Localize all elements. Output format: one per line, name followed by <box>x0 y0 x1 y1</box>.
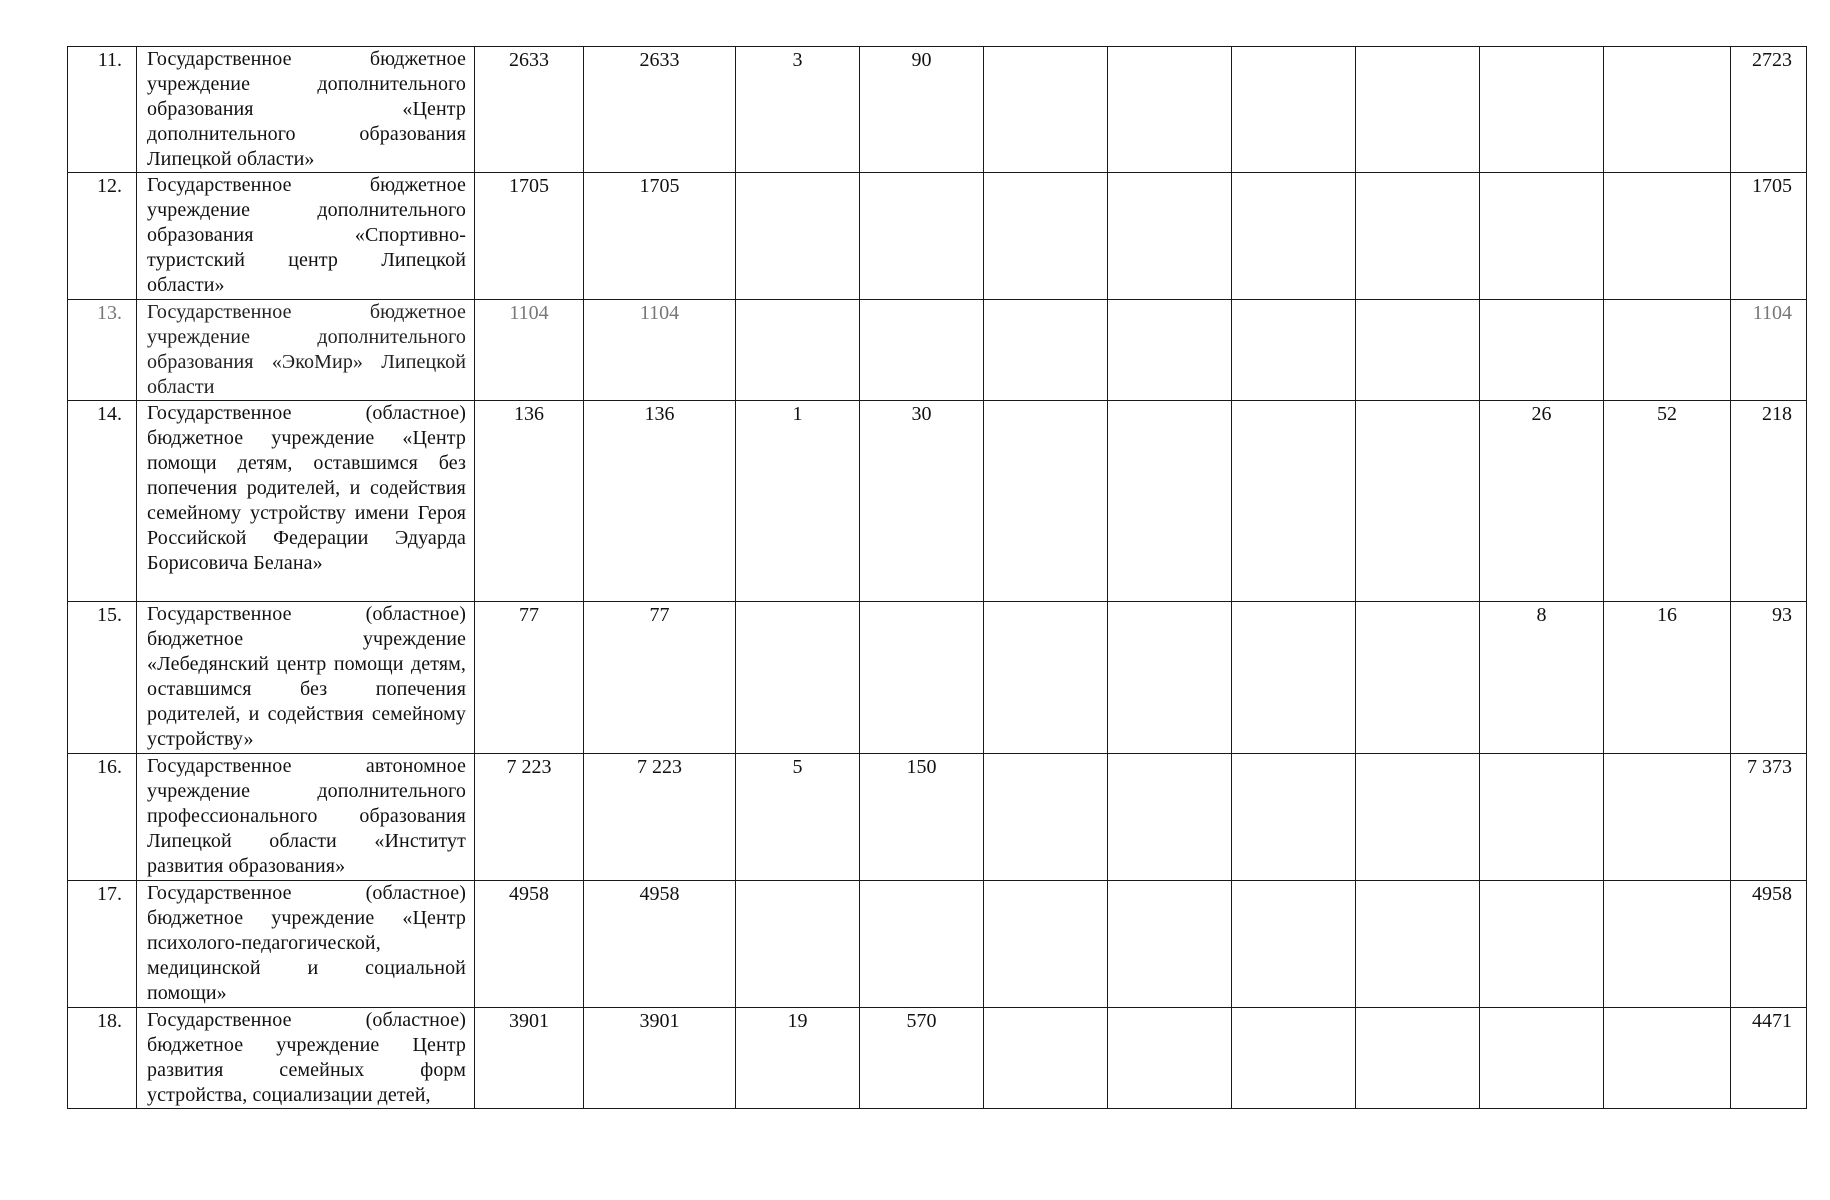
value-cell-col-9 <box>1480 1008 1604 1109</box>
institution-name-text: Государственное бюджетное учреждение дополнительного образования «Спортивно-туристский центр Липецкой области» <box>147 174 466 296</box>
value-cell-col-5 <box>984 47 1108 173</box>
total-cell: 1104 <box>1731 300 1807 401</box>
value-cell-col-8 <box>1356 602 1480 754</box>
value-cell-col-6 <box>1108 602 1232 754</box>
value-cell-col-7 <box>1232 47 1356 173</box>
value-cell-col-4 <box>860 173 984 300</box>
value-cell-col-5 <box>984 401 1108 602</box>
value-cell-col-4 <box>860 881 984 1008</box>
table-row <box>68 881 1807 1008</box>
row-index: 18. <box>68 1008 137 1109</box>
value-cell-col-9 <box>1480 881 1604 1008</box>
institution-name <box>137 602 475 754</box>
value-cell-col-3: 5 <box>736 754 860 881</box>
value-cell-col-3 <box>736 173 860 300</box>
table-row <box>68 754 1807 881</box>
value-cell-col-5 <box>984 173 1108 300</box>
value-cell-col-6 <box>1108 754 1232 881</box>
institution-name-text: Государственное (областное) бюджетное учреждение «Лебедянский центр помощи детям, оставшимся без попечения родителей, и содействия семейному устройству» <box>147 603 466 750</box>
value-cell-col-8 <box>1356 881 1480 1008</box>
value-cell-col-3: 3 <box>736 47 860 173</box>
data-table <box>67 46 1807 1109</box>
value-cell-col-3 <box>736 300 860 401</box>
row-index: 12. <box>68 173 137 300</box>
value-cell-col-6 <box>1108 173 1232 300</box>
row-index: 13. <box>68 300 137 401</box>
institution-name-text: Государственное (областное) бюджетное учреждение «Центр психолого-педагогической, медицинской и социальной помощи» <box>147 882 466 1004</box>
table-row <box>68 173 1807 300</box>
value-cell-col-9: 8 <box>1480 602 1604 754</box>
value-cell-col-9 <box>1480 754 1604 881</box>
value-cell-col-6 <box>1108 47 1232 173</box>
value-cell-col-3: 19 <box>736 1008 860 1109</box>
value-cell-col-1: 136 <box>475 401 584 602</box>
value-cell-col-4: 90 <box>860 47 984 173</box>
institution-name-text: Государственное (областное) бюджетное учреждение Центр развития семейных форм устройства, социализации детей, <box>147 1009 466 1106</box>
value-cell-col-10 <box>1604 173 1731 300</box>
total-cell: 218 <box>1731 401 1807 602</box>
value-cell-col-2: 136 <box>584 401 736 602</box>
value-cell-col-4 <box>860 300 984 401</box>
value-cell-col-2: 1705 <box>584 173 736 300</box>
value-cell-col-5 <box>984 754 1108 881</box>
value-cell-col-8 <box>1356 47 1480 173</box>
table-row <box>68 1008 1807 1109</box>
total-cell: 2723 <box>1731 47 1807 173</box>
row-index: 15. <box>68 602 137 754</box>
value-cell-col-2: 4958 <box>584 881 736 1008</box>
value-cell-col-3: 1 <box>736 401 860 602</box>
row-index: 14. <box>68 401 137 602</box>
value-cell-col-1: 2633 <box>475 47 584 173</box>
value-cell-col-3 <box>736 881 860 1008</box>
value-cell-col-1: 7 223 <box>475 754 584 881</box>
value-cell-col-1: 1705 <box>475 173 584 300</box>
value-cell-col-4: 570 <box>860 1008 984 1109</box>
value-cell-col-4 <box>860 602 984 754</box>
value-cell-col-8 <box>1356 173 1480 300</box>
table-body <box>68 47 1807 1109</box>
institution-name <box>137 881 475 1008</box>
value-cell-col-9 <box>1480 47 1604 173</box>
value-cell-col-7 <box>1232 300 1356 401</box>
value-cell-col-2: 77 <box>584 602 736 754</box>
value-cell-col-2: 3901 <box>584 1008 736 1109</box>
value-cell-col-7 <box>1232 602 1356 754</box>
row-index: 16. <box>68 754 137 881</box>
value-cell-col-9 <box>1480 173 1604 300</box>
value-cell-col-1: 3901 <box>475 1008 584 1109</box>
institution-name <box>137 47 475 173</box>
value-cell-col-10: 16 <box>1604 602 1731 754</box>
value-cell-col-8 <box>1356 401 1480 602</box>
value-cell-col-10 <box>1604 1008 1731 1109</box>
institution-name-text: Государственное (областное) бюджетное учреждение «Центр помощи детям, оставшимся без попечения родителей, и содействия семейному устройству имени Героя Российской Федерации Эдуарда Борисовича Белана» <box>147 402 466 574</box>
value-cell-col-5 <box>984 602 1108 754</box>
institution-name-text: Государственное автономное учреждение дополнительного профессионального образования Липецкой области «Институт развития образования» <box>147 755 466 877</box>
value-cell-col-1: 4958 <box>475 881 584 1008</box>
value-cell-col-1: 77 <box>475 602 584 754</box>
value-cell-col-8 <box>1356 1008 1480 1109</box>
row-index: 17. <box>68 881 137 1008</box>
value-cell-col-4: 150 <box>860 754 984 881</box>
total-cell: 1705 <box>1731 173 1807 300</box>
value-cell-col-3 <box>736 602 860 754</box>
value-cell-col-4: 30 <box>860 401 984 602</box>
total-cell: 4471 <box>1731 1008 1807 1109</box>
value-cell-col-9 <box>1480 300 1604 401</box>
total-cell: 93 <box>1731 602 1807 754</box>
value-cell-col-9: 26 <box>1480 401 1604 602</box>
institution-name <box>137 300 475 401</box>
value-cell-col-10 <box>1604 881 1731 1008</box>
value-cell-col-1: 1104 <box>475 300 584 401</box>
institution-name-text: Государственное бюджетное учреждение дополнительного образования «Центр дополнительного образования Липецкой области» <box>147 48 466 170</box>
table-row <box>68 300 1807 401</box>
value-cell-col-7 <box>1232 754 1356 881</box>
total-cell: 4958 <box>1731 881 1807 1008</box>
value-cell-col-2: 7 223 <box>584 754 736 881</box>
value-cell-col-2: 1104 <box>584 300 736 401</box>
institution-name <box>137 754 475 881</box>
table-row <box>68 602 1807 754</box>
value-cell-col-5 <box>984 1008 1108 1109</box>
value-cell-col-6 <box>1108 881 1232 1008</box>
value-cell-col-6 <box>1108 401 1232 602</box>
value-cell-col-5 <box>984 881 1108 1008</box>
value-cell-col-6 <box>1108 300 1232 401</box>
value-cell-col-10: 52 <box>1604 401 1731 602</box>
value-cell-col-10 <box>1604 47 1731 173</box>
value-cell-col-8 <box>1356 300 1480 401</box>
value-cell-col-7 <box>1232 881 1356 1008</box>
value-cell-col-10 <box>1604 300 1731 401</box>
value-cell-col-7 <box>1232 1008 1356 1109</box>
value-cell-col-7 <box>1232 173 1356 300</box>
value-cell-col-5 <box>984 300 1108 401</box>
value-cell-col-10 <box>1604 754 1731 881</box>
institution-name <box>137 401 475 602</box>
institution-name-text: Государственное бюджетное учреждение дополнительного образования «ЭкоМир» Липецкой области <box>147 301 466 398</box>
value-cell-col-2: 2633 <box>584 47 736 173</box>
total-cell: 7 373 <box>1731 754 1807 881</box>
table-row <box>68 47 1807 173</box>
value-cell-col-6 <box>1108 1008 1232 1109</box>
table-row <box>68 401 1807 602</box>
institution-name <box>137 1008 475 1109</box>
value-cell-col-8 <box>1356 754 1480 881</box>
value-cell-col-7 <box>1232 401 1356 602</box>
row-index: 11. <box>68 47 137 173</box>
institution-name <box>137 173 475 300</box>
